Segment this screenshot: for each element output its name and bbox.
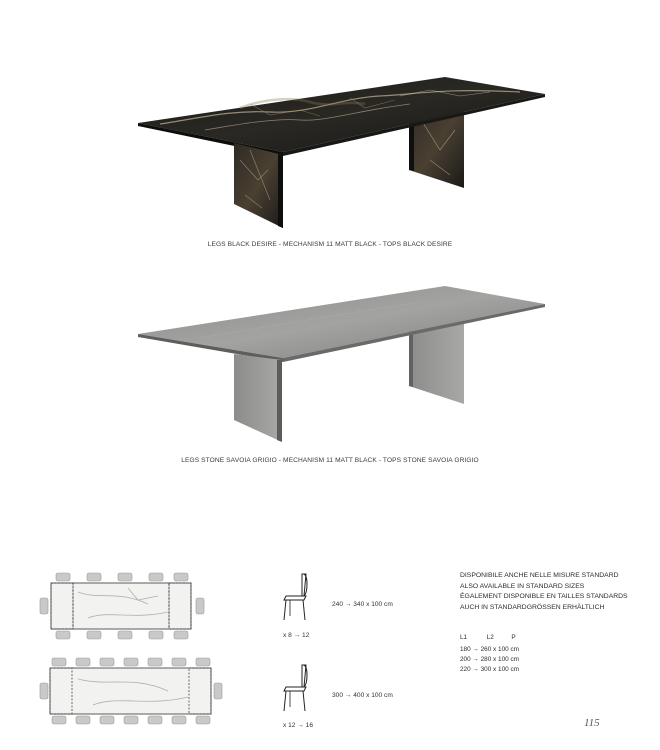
dimensions-header — [460, 633, 516, 643]
standard-sizes-list — [460, 645, 519, 675]
seating-capacity: x 12 → 16 — [283, 722, 314, 729]
availability-line-fr: ÉGALEMENT DISPONIBLE EN TAILLES STANDARDS — [460, 593, 628, 600]
availability-note — [460, 571, 628, 613]
availability-line-en: ALSO AVAILABLE IN STANDARD SIZES — [460, 582, 585, 590]
chair-icon — [278, 663, 318, 713]
chair-icon — [278, 572, 318, 622]
header-p: P — [511, 634, 516, 641]
header-l1: L1 — [460, 634, 468, 641]
top-view-diagram-8-12 — [38, 570, 208, 642]
standard-size-item: 180 → 260 x 100 cm — [460, 646, 519, 653]
size-range: 300 → 400 x 100 cm — [332, 692, 393, 699]
header-l2: L2 — [486, 634, 494, 641]
product-caption-stone-savoia-grigio: LEGS STONE SAVOIA GRIGIO - MECHANISM 11 MATT BLACK - TOPS STONE SAVOIA GRIGIO — [181, 457, 479, 464]
page-number: 115 — [584, 717, 600, 729]
stone-savoia-grigio-table-image — [0, 240, 660, 450]
product-caption-black-desire: LEGS BLACK DESIRE - MECHANISM 11 MATT BLACK - TOPS BLACK DESIRE — [207, 241, 453, 248]
size-range: 240 → 340 x 100 cm — [332, 601, 393, 608]
black-desire-table-image — [0, 0, 660, 240]
availability-line-de: AUCH IN STANDARDGRÖSSEN ERHÄLTLICH — [460, 603, 605, 611]
top-view-diagram-12-16 — [38, 655, 228, 727]
standard-size-item: 200 → 280 x 100 cm — [460, 656, 519, 663]
standard-size-item: 220 → 300 x 100 cm — [460, 666, 519, 673]
availability-line-it: DISPONIBILE ANCHE NELLE MISURE STANDARD — [460, 572, 619, 579]
seating-capacity: x 8 → 12 — [283, 632, 310, 639]
